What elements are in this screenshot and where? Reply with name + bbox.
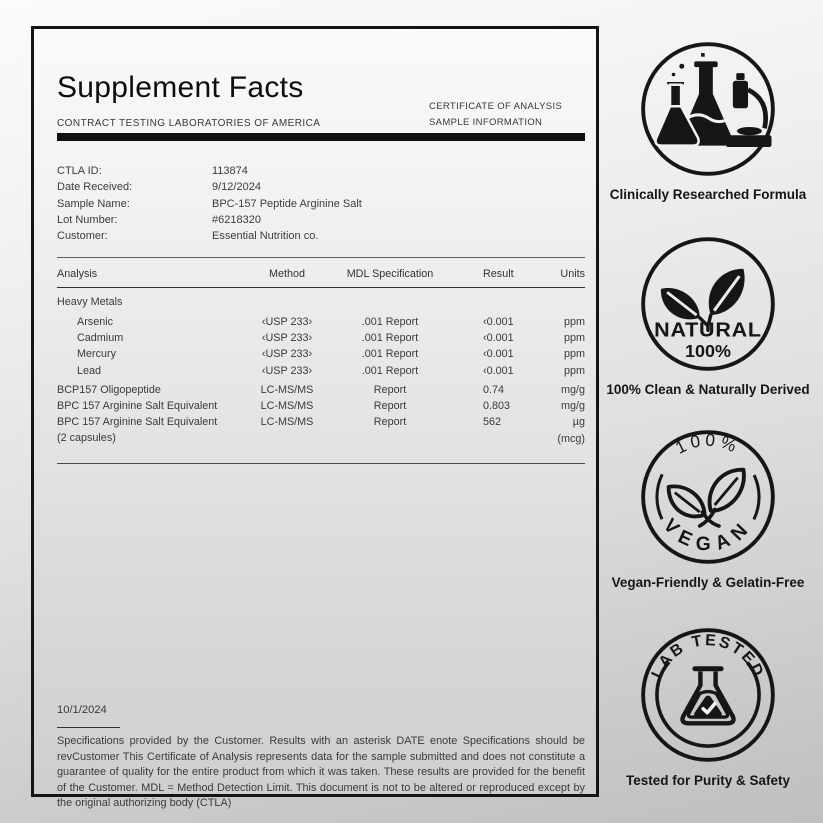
cell-analysis: Mercury	[77, 348, 116, 361]
table-section-heavy-metals: Heavy Metals	[57, 296, 123, 308]
table-row	[57, 330, 585, 346]
divider	[57, 463, 585, 464]
cell-mdl: Report	[373, 384, 407, 396]
table-row	[57, 398, 585, 414]
page-title: Supplement Facts	[57, 71, 304, 104]
capsules-note: (2 capsules)	[57, 432, 116, 444]
cell-mdl: Report	[373, 400, 407, 413]
col-header-mdl: MDL Specification	[346, 268, 434, 280]
cell-units: ppm	[563, 364, 585, 377]
natural-leaves-icon	[639, 235, 777, 373]
cell-result: ‹0.001	[483, 348, 514, 361]
certificate-card	[31, 26, 599, 810]
cell-method: ‹USP 233›	[261, 364, 313, 377]
badge-lab-tested	[603, 626, 813, 788]
cell-analysis: Arsenic	[77, 316, 114, 328]
badge-label: Clinically Researched Formula	[609, 187, 807, 202]
cell-method: LC-MS/MS	[260, 416, 314, 429]
badge-label: Vegan-Friendly & Gelatin-Free	[611, 575, 805, 590]
table-row	[57, 314, 585, 330]
cell-mdl: .001 Report	[361, 348, 419, 361]
arc-text-100: 100%	[672, 429, 744, 458]
badge-clinically-researched	[603, 40, 813, 202]
cell-method: ‹USP 233›	[261, 348, 313, 361]
signature-date: 10/1/2024	[57, 704, 107, 716]
badge-label: 100% Clean & Naturally Derived	[606, 382, 810, 397]
disclaimer-text: Specifications provided by the Customer. Results with an asterisk DATE enote Specifications should be revCustomer This Certificate of Analysis represents data for the sample submitted and does not constitute a guarantee of quality for the entire product from which it was taken. These results are provided for the benefit of the Customer. MDL = Method Detection Limit. This document is not to be altered or reproduced except by the original authorizing body (CTLA)	[57, 735, 585, 810]
flask-check-icon	[639, 626, 777, 764]
info-row	[57, 228, 585, 244]
signature-underline	[57, 727, 120, 728]
table-row	[57, 382, 585, 398]
cell-analysis: Lead	[77, 364, 102, 377]
cell-method: LC-MS/MS	[260, 384, 314, 396]
lab-equipment-icon	[639, 40, 777, 178]
heavy-metals-rows	[57, 314, 585, 379]
peptide-rows	[57, 382, 585, 447]
svg-text:LAB TESTED	[649, 632, 768, 681]
badge-label: Tested for Purity & Safety	[625, 773, 791, 788]
col-header-method: Method	[268, 268, 305, 280]
info-value: 9/12/2024	[212, 181, 261, 194]
cell-analysis: Cadmium	[77, 332, 124, 345]
info-row	[57, 179, 585, 195]
cell-result: 562	[483, 416, 502, 429]
info-row	[57, 163, 585, 179]
sample-info-section	[57, 163, 585, 244]
certificate-header	[429, 99, 562, 130]
info-label: Customer:	[57, 230, 108, 243]
cell-mdl: .001 Report	[361, 332, 419, 345]
cell-analysis: BPC 157 Arginine Salt Equivalent	[57, 416, 218, 429]
table-row	[57, 346, 585, 362]
col-header-analysis: Analysis	[57, 268, 98, 280]
col-header-units: Units	[560, 268, 585, 280]
sample-info-line: SAMPLE INFORMATION	[429, 116, 543, 128]
info-value: BPC-157 Peptide Arginine Salt	[212, 197, 362, 210]
cell-method: ‹USP 233›	[261, 332, 313, 345]
cell-result: 0.803	[483, 400, 511, 413]
cell-analysis: BPC 157 Arginine Salt Equivalent	[57, 400, 218, 413]
cell-mdl: Report	[373, 416, 407, 429]
table-header-divider	[57, 287, 585, 288]
cell-result: ‹0.001	[483, 316, 514, 328]
info-row	[57, 212, 585, 228]
lab-name: CONTRACT TESTING LABORATORIES OF AMERICA	[57, 118, 321, 129]
badge-natural-100	[603, 235, 813, 397]
arc-text-vegan: VEGAN	[658, 515, 758, 556]
table-row	[57, 414, 585, 446]
table-header-row	[57, 268, 585, 280]
vegan-leaves-icon	[639, 428, 777, 566]
cell-method: ‹USP 233›	[261, 316, 313, 328]
col-header-result: Result	[483, 268, 514, 280]
cell-result: ‹0.001	[483, 332, 514, 345]
cell-method: LC-MS/MS	[260, 400, 314, 413]
cell-units: ppm	[563, 316, 585, 328]
info-label: Sample Name:	[57, 197, 130, 210]
header-divider-bar	[57, 133, 585, 141]
cell-units: mg/g	[560, 400, 585, 413]
certificate-line: CERTIFICATE OF ANALYSIS	[429, 101, 563, 112]
cell-result: ‹0.001	[483, 364, 514, 377]
info-value: Essential Nutrition co.	[212, 230, 319, 243]
hundred-percent-text: 100%	[685, 341, 731, 362]
cell-analysis: BCP157 Oligopeptide	[57, 384, 161, 396]
info-value: #6218320	[212, 213, 261, 226]
info-row	[57, 196, 585, 212]
divider	[57, 257, 585, 258]
cell-units: ppm	[563, 348, 585, 361]
cell-units: mg/g	[560, 384, 585, 396]
info-label: Date Received:	[57, 181, 133, 194]
cell-units: ppm	[563, 332, 585, 345]
natural-text: NATURAL	[654, 319, 762, 342]
cell-mdl: .001 Report	[361, 364, 419, 377]
info-label: CTLA ID:	[57, 165, 102, 177]
table-row	[57, 363, 585, 379]
info-value: 113874	[212, 165, 248, 177]
arc-text-lab-tested: LAB TESTED	[648, 632, 768, 682]
info-label: Lot Number:	[57, 213, 118, 226]
badge-vegan	[603, 428, 813, 590]
cell-result: 0.74	[483, 384, 505, 396]
cell-units: µg (mcg)	[557, 416, 585, 445]
svg-text:100%	[672, 430, 743, 458]
cell-mdl: .001 Report	[361, 316, 419, 328]
